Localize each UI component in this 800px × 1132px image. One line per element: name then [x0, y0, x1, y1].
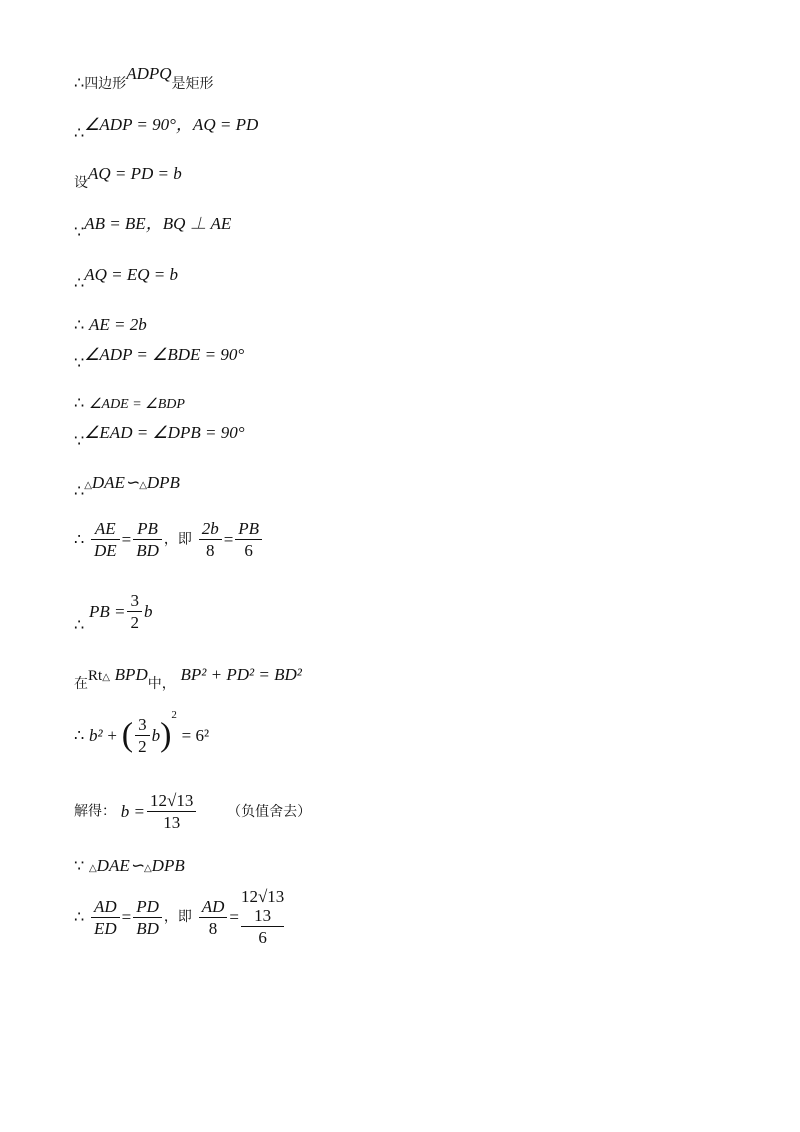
- equals-sign: =: [229, 907, 239, 927]
- step-angle-adp: [74, 115, 259, 142]
- step-pythagoras: [74, 665, 302, 692]
- math-expr: b: [151, 726, 161, 745]
- step-ae-2b: [74, 316, 147, 333]
- step-text: 中，: [147, 676, 176, 692]
- fraction-pb-bd: $\frac{PB}{BD}$: [133, 520, 162, 559]
- math-expr: AQ = PD = b: [88, 164, 182, 183]
- step-text: 设: [74, 175, 88, 191]
- math-expr: b²: [88, 726, 103, 745]
- fraction-3-2: $\frac{3}{2}$: [127, 592, 142, 631]
- triangle-icon: △: [143, 863, 152, 874]
- fraction-2b-8: $\frac{2b}{8}$: [199, 520, 222, 559]
- math-expr: ∠ADE = ∠BDP: [88, 397, 185, 412]
- step-text: 是矩形: [171, 76, 214, 92]
- note-text: （负值舍去）: [227, 803, 312, 820]
- step-pb-value: [74, 591, 153, 634]
- step-text: 四边形: [84, 76, 127, 92]
- therefore-symbol: ∴: [74, 273, 85, 292]
- because-symbol: ∵: [74, 353, 85, 372]
- step-ad-ratio: [74, 888, 286, 946]
- step-because-ab-be: [74, 214, 232, 241]
- triangle-icon: △: [139, 480, 147, 491]
- step-text: 解得：: [74, 803, 116, 820]
- step-text: ，即: [163, 531, 192, 548]
- equals-sign: =: [223, 530, 234, 549]
- exponent: 2: [171, 708, 177, 721]
- rt-label: Rt: [88, 668, 103, 684]
- left-paren: (: [121, 716, 134, 754]
- math-expr: b: [143, 602, 153, 621]
- step-rectangle: [74, 64, 214, 92]
- fraction-solution: $\frac{12√13}{13}$: [147, 792, 196, 831]
- math-expr: DPB: [146, 473, 180, 492]
- therefore-symbol: ∴: [74, 73, 85, 92]
- therefore-symbol: ∴: [74, 393, 85, 412]
- step-ratio-pb: [74, 520, 264, 559]
- step-solution: [74, 792, 311, 831]
- math-expr: AB = BE，BQ ⊥ AE: [84, 214, 232, 233]
- fraction-pb-6: $\frac{PB}{6}$: [235, 520, 262, 559]
- math-expr: ADPQ: [126, 64, 172, 83]
- step-text: 在: [74, 676, 88, 692]
- step-similar: [74, 473, 180, 500]
- step-aq-eq: [74, 265, 178, 292]
- step-text: ，即: [163, 909, 192, 925]
- math-expr: ∠EAD = ∠DPB = 90°: [84, 423, 245, 442]
- fraction-ad-ed: $\frac{AD}{ED}$: [91, 898, 120, 937]
- fraction-3-2: $\frac{3}{2}$: [135, 716, 150, 755]
- math-expr: ∠ADP = 90°，AQ = PD: [84, 115, 259, 134]
- compound-fraction: 12√13 13 6: [240, 887, 285, 947]
- step-let-b: [74, 164, 182, 191]
- math-expr: DAE∽: [96, 856, 144, 875]
- because-symbol: ∵: [74, 856, 85, 875]
- step-because-ead: [74, 423, 245, 450]
- therefore-symbol: ∴: [74, 481, 85, 500]
- right-paren: ): [160, 716, 172, 754]
- fraction-pd-bd: $\frac{PD}{BD}$: [133, 898, 162, 937]
- equals-sign: =: [121, 530, 132, 549]
- fraction-ad-8: $\frac{AD}{8}$: [199, 898, 228, 937]
- math-expr: AQ = EQ = b: [84, 265, 178, 284]
- step-because-angles: [74, 345, 245, 372]
- triangle-icon: △: [102, 672, 110, 683]
- equals-sign: =: [121, 907, 132, 927]
- because-symbol: ∵: [74, 431, 85, 450]
- therefore-symbol: ∴: [74, 315, 85, 334]
- math-expr: AE = 2b: [88, 315, 147, 334]
- math-expr: DAE∽: [91, 473, 140, 492]
- math-expr: PB =: [88, 602, 126, 621]
- step-because-similar: [74, 857, 185, 874]
- math-expr: b =: [120, 802, 146, 821]
- because-symbol: ∵: [74, 222, 85, 241]
- triangle-icon: △: [84, 480, 92, 491]
- triangle-icon: △: [88, 863, 97, 874]
- math-expr: DPB: [151, 856, 185, 875]
- math-expr: ∠ADP = ∠BDE = 90°: [84, 345, 245, 364]
- step-angle-equal: [74, 395, 185, 412]
- math-expr: BPD: [114, 665, 148, 684]
- therefore-symbol: ∴: [74, 123, 85, 142]
- fraction-ae-de: $\frac{AE}{DE}$: [91, 520, 120, 559]
- therefore-symbol: ∴: [74, 725, 85, 745]
- math-expr: BP² + PD² = BD²: [180, 665, 302, 684]
- therefore-symbol: ∴: [74, 529, 85, 549]
- therefore-symbol: ∴: [74, 907, 85, 926]
- step-equation: [74, 708, 210, 756]
- math-expr: = 6²: [181, 726, 210, 745]
- plus-sign: +: [107, 726, 117, 745]
- therefore-symbol: ∴: [74, 614, 85, 634]
